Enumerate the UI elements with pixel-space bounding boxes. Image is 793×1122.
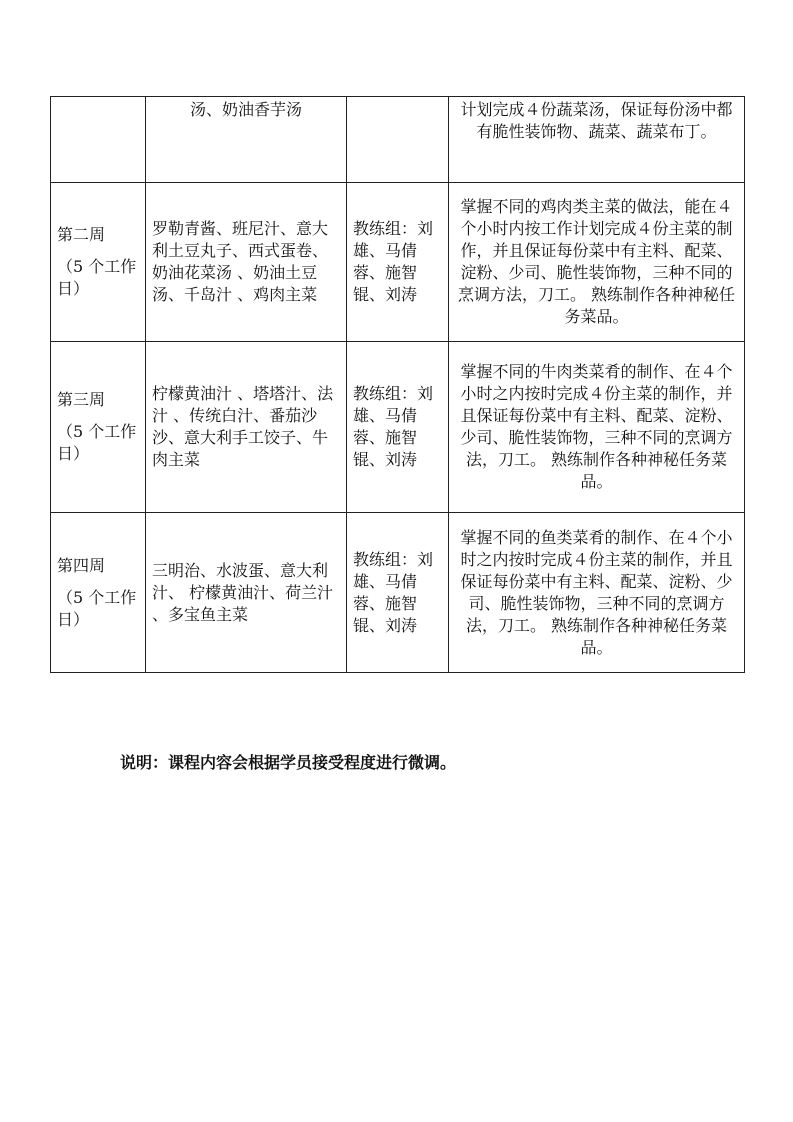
teacher-cell: 教练组：刘雄、马倩蓉、施智锟、刘涛 bbox=[347, 342, 449, 513]
week-cell bbox=[51, 513, 146, 673]
week-label: 第二周 bbox=[57, 225, 106, 244]
week-label: 第三周 bbox=[57, 390, 106, 409]
table-row bbox=[51, 97, 745, 183]
curriculum-table bbox=[50, 96, 745, 673]
teacher-cell: 教练组：刘雄、马倩蓉、施智锟、刘涛 bbox=[347, 513, 449, 673]
table-row bbox=[51, 183, 745, 342]
dishes-cell: 柠檬黄油汁 、塔塔汁、法汁 、传统白汁、番茄沙沙、意大利手工饺子、牛肉主菜 bbox=[146, 342, 347, 513]
dishes-cell: 罗勒青酱、班尼汁、意大利土豆丸子、西式蛋卷、奶油花菜汤 、奶油土豆汤、千岛汁 、鸡肉主菜 bbox=[146, 183, 347, 342]
week-cell bbox=[51, 183, 146, 342]
teacher-cell bbox=[347, 97, 449, 183]
teacher-cell: 教练组：刘雄、马倩蓉、施智锟、刘涛 bbox=[347, 183, 449, 342]
week-days: （5 个工作日） bbox=[57, 587, 137, 629]
goal-cell: 掌握不同的鱼类菜肴的制作、在４个小时之内按时完成４份主菜的制作，并且保证每份菜中有主料、配菜、淀粉、少司、脆性装饰物，三种不同的烹调方法，刀工。 熟练制作各种神秘任务菜品。 bbox=[449, 513, 745, 673]
dishes-cell: 汤、奶油香芋汤 bbox=[146, 97, 347, 183]
table-row bbox=[51, 342, 745, 513]
dishes-cell: 三明治、水波蛋、意大利汁、 柠檬黄油汁、荷兰汁 、多宝鱼主菜 bbox=[146, 513, 347, 673]
goal-cell: 计划完成４份蔬菜汤，保证每份汤中都有脆性装饰物、蔬菜、蔬菜布丁。 bbox=[449, 97, 745, 183]
week-days: （5 个工作日） bbox=[57, 422, 137, 463]
week-days: （5 个工作日） bbox=[57, 257, 137, 298]
week-cell bbox=[51, 342, 146, 513]
week-cell bbox=[51, 97, 146, 183]
goal-cell: 掌握不同的牛肉类菜肴的制作、在４个小时之内按时完成４份主菜的制作，并且保证每份菜中有主料、配菜、淀粉、少司、脆性装饰物，三种不同的烹调方法，刀工。 熟练制作各种神秘任务菜品。 bbox=[449, 342, 745, 513]
course-note: 说明：课程内容会根据学员接受程度进行微调。 bbox=[120, 753, 457, 772]
table-row bbox=[51, 513, 745, 673]
goal-cell: 掌握不同的鸡肉类主菜的做法，能在４个小时内按工作计划完成４份主菜的制作，并且保证每份菜中有主料、配菜、淀粉、少司、脆性装饰物，三种不同的烹调方法，刀工。 熟练制作各种神秘任务菜品。 bbox=[449, 183, 745, 342]
week-label: 第四周 bbox=[57, 555, 106, 575]
